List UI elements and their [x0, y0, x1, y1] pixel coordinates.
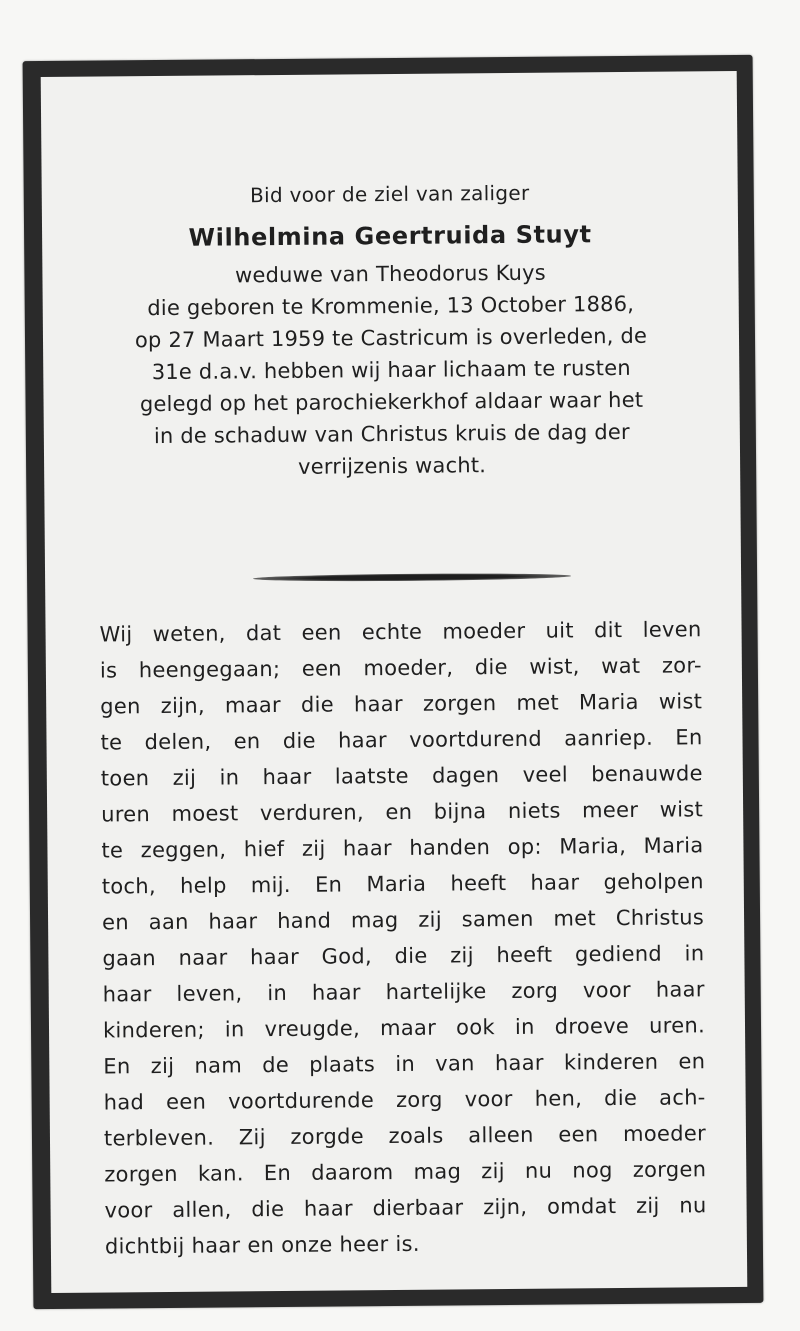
body-line: te zeggen, hief zij haar handen op: Maria, Maria	[101, 833, 704, 863]
intro-line: 31e d.a.v. hebben wij haar lichaam te rusten	[151, 355, 631, 385]
body-line: gaan naar haar God, die zij heeft gediend in	[102, 941, 705, 971]
intro-line: op 27 Maart 1959 te Castricum is overleden, de	[134, 323, 648, 353]
intro-line: in de schaduw van Christus kruis de dag der	[153, 419, 630, 449]
body-line: haar leven, in haar hartelijke zorg voor haar	[102, 977, 705, 1007]
body-line: gen zijn, maar die haar zorgen met Maria wist	[100, 689, 703, 719]
intro-line: die geboren te Krommenie, 13 October 1886,	[147, 291, 635, 321]
intro-line: weduwe van Theodorus Kuys	[234, 260, 546, 288]
body-line: Wij weten, dat een echte moeder uit dit leven	[99, 617, 702, 647]
body-line: kinderen; in vreugde, maar ook in droeve uren.	[102, 1013, 706, 1043]
body-line: is heengegaan; een moeder, die wist, wat zor-	[99, 653, 702, 683]
card-content-area	[41, 71, 748, 1293]
body-line: terbleven. Zij zorgde zoals alleen een moeder	[103, 1121, 707, 1151]
intro-line: verrijzenis wacht.	[297, 453, 487, 479]
intro-line: gelegd op het parochiekerkhof aldaar waar het	[139, 387, 644, 417]
body-line: uren moest verduren, en bijna niets meer wist	[101, 797, 704, 827]
body-line: toch, help mij. En Maria heeft haar geholpen	[101, 869, 704, 899]
deceased-name: Wilhelmina Geertruida Stuyt	[188, 220, 592, 252]
body-line: En zij nam de plaats in van haar kinderen en	[103, 1049, 706, 1079]
card-header-section	[42, 171, 741, 485]
body-line: had een voortdurende zorg voor hen, die ach-	[103, 1085, 706, 1115]
body-line: toen zij in haar laatste dagen veel benauwde	[100, 761, 703, 791]
biographical-text	[42, 255, 740, 485]
body-line: voor allen, die haar dierbaar zijn, omdat zij nu	[104, 1193, 707, 1223]
body-line: te delen, en die haar voortdurend aanriep. En	[100, 725, 703, 755]
ornamental-divider	[253, 572, 571, 582]
eulogy-text	[99, 611, 707, 1264]
body-line: zorgen kan. En daarom mag zij nu nog zorgen	[104, 1157, 707, 1187]
body-line: dichtbij haar en onze heer is.	[104, 1231, 420, 1259]
memorial-card	[23, 55, 764, 1309]
body-line: en aan haar hand mag zij samen met Christus	[101, 905, 705, 935]
prayer-heading: Bid voor de ziel van zaliger	[249, 180, 530, 208]
